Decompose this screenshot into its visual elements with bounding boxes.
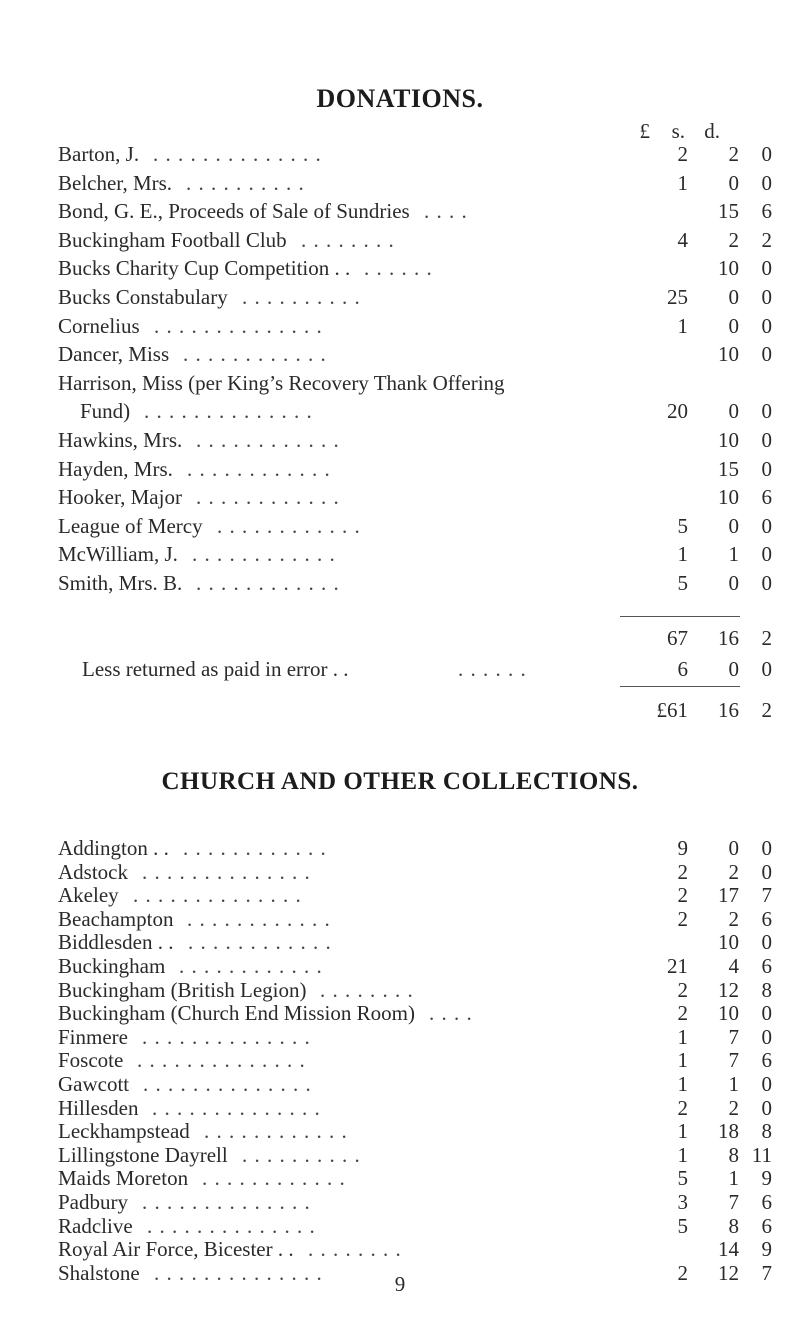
- entry-name: Buckingham: [58, 954, 166, 978]
- pence-value: 0: [761, 285, 772, 309]
- shillings-value: 2: [728, 859, 739, 884]
- pence-value: 0: [761, 859, 772, 884]
- pounds-value: 1: [677, 1048, 688, 1073]
- shillings-value: 1: [728, 1166, 739, 1191]
- leader-dots: . . . . . . . . . . . .: [204, 1119, 348, 1144]
- shillings-value: 0: [728, 836, 739, 860]
- donations-title: DONATIONS.: [316, 84, 484, 113]
- shillings-value: 4: [728, 954, 739, 978]
- pence-value: 6: [761, 1048, 772, 1073]
- leader-dots: . . . . . . . . . . . . . .: [147, 1213, 316, 1238]
- shillings-value: 10: [718, 485, 739, 510]
- donation-row: [58, 168, 772, 198]
- leader-dots: . . . .: [424, 199, 468, 224]
- pounds-value: 1: [677, 313, 688, 338]
- less-pounds: 6: [677, 657, 688, 681]
- pence-value: 7: [761, 883, 772, 908]
- pounds-value: 2: [677, 1260, 688, 1285]
- pence-value: 0: [761, 542, 772, 567]
- entry-name: Foscote: [58, 1048, 124, 1073]
- pence-value: 6: [761, 906, 772, 931]
- pounds-value: 1: [677, 1119, 688, 1144]
- shillings-value: 10: [718, 1001, 739, 1026]
- pounds-value: 21: [667, 954, 688, 978]
- entry-name: Bucks Constabulary: [58, 285, 228, 309]
- entry-name: Belcher, Mrs.: [58, 170, 173, 195]
- pounds-value: 2: [677, 906, 688, 931]
- leader-dots: . . . . . . . .: [320, 977, 414, 1002]
- pounds-value: 2: [677, 142, 688, 166]
- pounds-value: 1: [677, 1024, 688, 1049]
- leader-dots: . . . . . . . .: [301, 227, 395, 252]
- subtotal-pounds: 67: [667, 626, 688, 650]
- donation-row: [58, 139, 772, 169]
- shillings-value: 1: [728, 542, 739, 567]
- shillings-value: 2: [728, 142, 739, 166]
- leader-dots: . . . . . . . . . . . .: [196, 571, 340, 595]
- pence-header: d.: [704, 119, 720, 143]
- subtotal-row: [58, 623, 772, 653]
- leader-dots: . . . . . . . . . . . . . .: [142, 1190, 311, 1214]
- entry-name: Addington . .: [58, 836, 169, 860]
- donation-row: [58, 368, 748, 398]
- pounds-value: 5: [677, 1166, 688, 1191]
- pence-value: 6: [761, 954, 772, 978]
- leader-dots: . . . . . . . . . . . . . .: [144, 399, 313, 424]
- pence-value: 6: [761, 1190, 772, 1214]
- shillings-value: 14: [718, 1237, 739, 1262]
- pounds-value: 5: [677, 1213, 688, 1238]
- leader-dots: . . . . . . . . . . . . . .: [137, 1048, 306, 1073]
- pounds-value: 2: [677, 977, 688, 1002]
- donation-row: [58, 568, 772, 598]
- collections-title: CHURCH AND OTHER COLLECTIONS.: [161, 768, 639, 795]
- pence-value: 0: [761, 142, 772, 166]
- shillings-value: 15: [718, 456, 739, 481]
- entry-name: Bucks Charity Cup Competition . .: [58, 256, 351, 281]
- entry-name: Harrison, Miss (per King’s Recovery Thank Offering: [58, 370, 505, 395]
- total-pence: 2: [761, 698, 772, 722]
- subtotal-shillings: 16: [718, 626, 739, 650]
- entry-name: Finmere: [58, 1024, 128, 1049]
- entry-name: Leckhampstead: [58, 1119, 190, 1144]
- pence-value: 6: [761, 485, 772, 510]
- pence-value: 0: [761, 399, 772, 424]
- pounds-value: 1: [677, 1072, 688, 1096]
- pounds-value: 20: [667, 399, 688, 424]
- leader-dots: . . . . . . . . . . . .: [179, 954, 323, 978]
- leader-dots: . . . . . . . . . .: [242, 1142, 361, 1167]
- entry-name: Barton, J.: [58, 142, 140, 166]
- shillings-value: 0: [728, 513, 739, 538]
- leader-dots: . . . . . . . . . . . .: [188, 930, 332, 955]
- shillings-value: 10: [718, 256, 739, 281]
- donation-row: [58, 339, 772, 369]
- pence-value: 0: [761, 342, 772, 367]
- shillings-value: 12: [718, 1260, 739, 1285]
- entry-name: Buckingham (British Legion): [58, 977, 307, 1002]
- total-row: [58, 695, 772, 725]
- entry-name: Bond, G. E., Proceeds of Sale of Sundries: [58, 199, 410, 224]
- pence-value: 9: [761, 1237, 772, 1262]
- entry-name: Hawkins, Mrs.: [58, 428, 183, 452]
- shillings-value: 0: [728, 571, 739, 595]
- shillings-value: 18: [718, 1119, 739, 1144]
- shillings-value: 0: [728, 285, 739, 309]
- pence-value: 7: [761, 1260, 772, 1285]
- shillings-value: 7: [728, 1024, 739, 1049]
- entry-name: Cornelius: [58, 313, 140, 338]
- pounds-header: £: [639, 119, 650, 143]
- leader-dots: . . . . . . . . . . . . . .: [142, 1024, 311, 1049]
- pounds-value: 2: [677, 859, 688, 884]
- less-pence: 0: [761, 657, 772, 681]
- donation-row: [58, 482, 772, 512]
- pounds-value: 1: [677, 1142, 688, 1167]
- leader-dots: . . . . . . . . . . . . . .: [133, 883, 302, 908]
- pence-value: 0: [761, 1095, 772, 1120]
- leader-dots: . . . . . . . . . . . . . .: [152, 1095, 321, 1120]
- donation-row: [58, 511, 772, 541]
- less-returned-label: Less returned as paid in error . .: [82, 657, 349, 681]
- entry-name: Shalstone: [58, 1260, 140, 1285]
- entry-name: League of Mercy: [58, 513, 203, 538]
- entry-name: Dancer, Miss: [58, 342, 170, 367]
- subtotal-rule: [620, 616, 740, 617]
- donation-row: [58, 396, 772, 426]
- pence-value: 0: [761, 1072, 772, 1096]
- entry-name: Hillesden: [58, 1095, 139, 1120]
- pence-value: 0: [761, 256, 772, 281]
- leader-dots: . . . . . . . . . . . . . .: [154, 1260, 323, 1285]
- total-pounds: £61: [656, 698, 688, 722]
- leader-dots: . . . . . .: [458, 657, 527, 681]
- shillings-value: 17: [718, 883, 739, 908]
- total-rule: [620, 686, 740, 687]
- total-shillings: 16: [718, 698, 739, 722]
- entry-name: Hayden, Mrs.: [58, 456, 173, 481]
- entry-name: Fund): [80, 399, 131, 424]
- leader-dots: . . . . . . . . . .: [186, 170, 305, 195]
- entry-name: Biddlesden . .: [58, 930, 174, 955]
- shillings-value: 0: [728, 170, 739, 195]
- shillings-value: 10: [718, 428, 739, 452]
- less-shillings: 0: [728, 657, 739, 681]
- entry-name: Buckingham Football Club: [58, 227, 287, 252]
- pence-value: 0: [761, 428, 772, 452]
- pounds-value: 1: [677, 170, 688, 195]
- donation-row: [58, 425, 772, 455]
- shillings-value: 0: [728, 399, 739, 424]
- entry-name: McWilliam, J.: [58, 542, 178, 567]
- entry-name: Hooker, Major: [58, 485, 182, 510]
- leader-dots: . . . . . . . . . . . .: [217, 513, 361, 538]
- entry-name: Radclive: [58, 1213, 133, 1238]
- donation-row: [58, 539, 772, 569]
- shillings-value: 2: [728, 906, 739, 931]
- pence-value: 6: [761, 1213, 772, 1238]
- leader-dots: . . . .: [429, 1001, 473, 1026]
- entry-name: Padbury: [58, 1190, 128, 1214]
- leader-dots: . . . . . .: [364, 256, 433, 281]
- pence-value: 0: [761, 836, 772, 860]
- leader-dots: . . . . . . . . . .: [242, 285, 361, 309]
- leader-dots: . . . . . . . . . . . .: [183, 342, 327, 367]
- page-number: 9: [394, 1272, 406, 1296]
- shillings-value: 2: [728, 1095, 739, 1120]
- shillings-value: 10: [718, 342, 739, 367]
- leader-dots: . . . . . . . . . . . .: [196, 428, 340, 452]
- pence-value: 8: [761, 977, 772, 1002]
- donation-row: [58, 311, 772, 341]
- pence-value: 0: [761, 1001, 772, 1026]
- donation-row: [58, 196, 772, 226]
- pounds-value: 5: [677, 513, 688, 538]
- subtotal-pence: 2: [761, 626, 772, 650]
- leader-dots: . . . . . . . . . . . .: [192, 542, 336, 567]
- donation-row: [58, 225, 772, 255]
- donation-row: [58, 282, 772, 312]
- shillings-value: 8: [728, 1142, 739, 1167]
- pence-value: 6: [761, 199, 772, 224]
- pence-value: 0: [761, 170, 772, 195]
- pence-value: 9: [761, 1166, 772, 1191]
- pence-value: 0: [761, 930, 772, 955]
- entry-name: Royal Air Force, Bicester . .: [58, 1237, 294, 1262]
- shillings-value: 10: [718, 930, 739, 955]
- entry-name: Smith, Mrs. B.: [58, 571, 183, 595]
- leader-dots: . . . . . . . . . . . .: [187, 456, 331, 481]
- pounds-value: 4: [677, 227, 688, 252]
- pounds-value: 25: [667, 285, 688, 309]
- donation-row: [58, 253, 772, 283]
- donation-row: [58, 454, 772, 484]
- entry-name: Buckingham (Church End Mission Room): [58, 1001, 415, 1026]
- pounds-value: 2: [677, 1001, 688, 1026]
- leader-dots: . . . . . . . . . . . .: [196, 485, 340, 510]
- entry-name: Adstock: [58, 859, 128, 884]
- pence-value: 0: [761, 313, 772, 338]
- pence-value: 0: [761, 571, 772, 595]
- leader-dots: . . . . . . . .: [308, 1237, 402, 1262]
- shillings-value: 0: [728, 313, 739, 338]
- entry-name: Maids Moreton: [58, 1166, 189, 1191]
- shillings-value: 8: [728, 1213, 739, 1238]
- entry-name: Beachampton: [58, 906, 174, 931]
- shillings-value: 1: [728, 1072, 739, 1096]
- shillings-value: 15: [718, 199, 739, 224]
- leader-dots: . . . . . . . . . . . . . .: [142, 859, 311, 884]
- pence-value: 0: [761, 513, 772, 538]
- pence-value: 0: [761, 456, 772, 481]
- pounds-value: 5: [677, 571, 688, 595]
- pounds-value: 1: [677, 542, 688, 567]
- pence-value: 2: [761, 227, 772, 252]
- shillings-header: s.: [671, 119, 685, 143]
- shillings-value: 7: [728, 1190, 739, 1214]
- pence-value: 11: [751, 1142, 772, 1167]
- pence-value: 0: [761, 1024, 772, 1049]
- leader-dots: . . . . . . . . . . . . . .: [153, 142, 322, 166]
- shillings-value: 12: [718, 977, 739, 1002]
- pounds-value: 9: [677, 836, 688, 860]
- leader-dots: . . . . . . . . . . . . . .: [154, 313, 323, 338]
- leader-dots: . . . . . . . . . . . .: [187, 906, 331, 931]
- entry-name: Lillingstone Dayrell: [58, 1142, 228, 1167]
- leader-dots: . . . . . . . . . . . .: [183, 836, 327, 860]
- shillings-value: 7: [728, 1048, 739, 1073]
- less-returned-row: [58, 654, 772, 684]
- pounds-value: 2: [677, 1095, 688, 1120]
- entry-name: Akeley: [58, 883, 119, 908]
- leader-dots: . . . . . . . . . . . .: [202, 1166, 346, 1191]
- pounds-value: 3: [677, 1190, 688, 1214]
- pounds-value: 2: [677, 883, 688, 908]
- leader-dots: . . . . . . . . . . . . . .: [143, 1072, 312, 1096]
- shillings-value: 2: [728, 227, 739, 252]
- pence-value: 8: [761, 1119, 772, 1144]
- entry-name: Gawcott: [58, 1072, 130, 1096]
